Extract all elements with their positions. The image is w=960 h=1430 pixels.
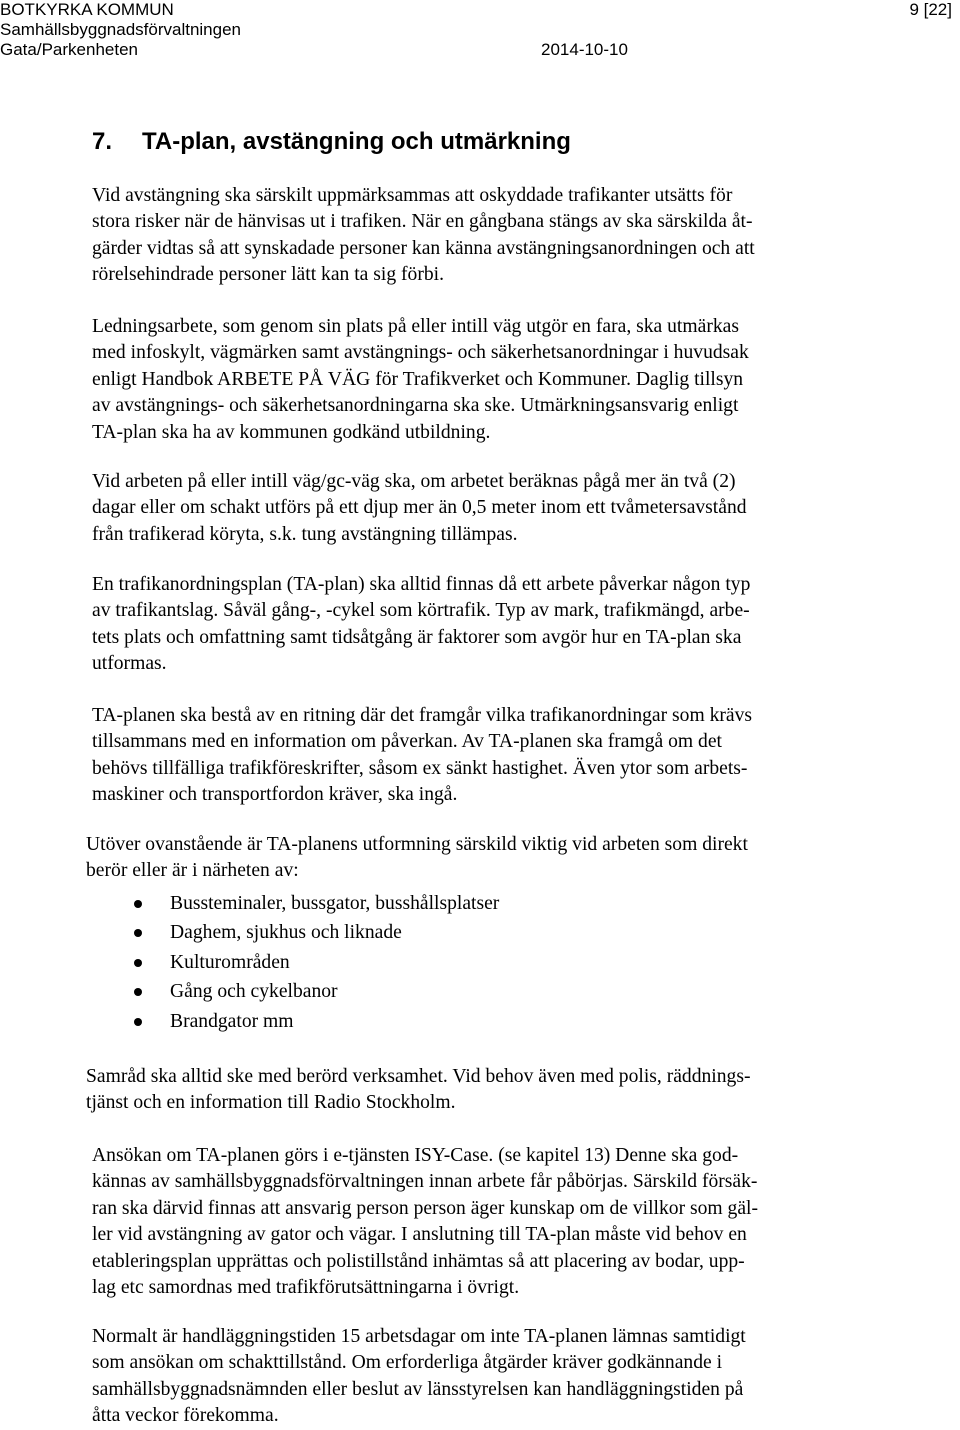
bullet-list (132, 889, 499, 1036)
section-number: 7. (92, 128, 113, 155)
bullet-icon (134, 988, 142, 996)
paragraph-6: Utöver ovanstående är TA-planens utformning särskild viktig vid arbeten som direkt berör eller är i närheten av: (86, 834, 748, 882)
list-item (132, 977, 499, 1006)
page-number: 9 [22] (909, 0, 952, 19)
bullet-icon (134, 1018, 142, 1026)
paragraph-3: Vid arbeten på eller intill väg/gc-väg ska, om arbetet beräknas pågå mer än två (2) dagar eller om schakt utförs på ett djup mer än 0,5 meter inom ett tvåmetersavstånd från trafikerad köryta, s.k. tung avstängning tillämpas. (92, 471, 747, 545)
paragraph-9: Normalt är handläggningstiden 15 arbetsdagar om inte TA-planen lämnas samtidigt som ansökan om schakttillstånd. Om erforderliga åtgärder kräver godkännande i samhällsbyggnadsnämnden eller beslut av länsstyrelsen kan handläggningstiden på åtta veckor förekomma. (92, 1326, 746, 1427)
paragraph-8: Ansökan om TA-planen görs i e-tjänsten ISY-Case. (se kapitel 13) Denne ska god- kännas av samhällsbyggnadsförvaltningen innan arbete får påbörjas. Särskild försäk- ran ska därvid finnas att ansvarig person person äger kunskap om de villkor som gäl- ler vid avstängning av gator och vägar. I anslutning till TA-plan måste vid behov en etableringsplan upprättas och polistillstånd inhämtas så att placering av bodar, upp- lag etc samordnas med trafikförutsättningarna i övrigt. (92, 1145, 759, 1299)
header-organization: BOTKYRKA KOMMUN (0, 0, 174, 19)
paragraph-5: TA-planen ska bestå av en ritning där det framgår vilka trafikanordningar som krävs tillsammans med en information om påverkan. Av TA-planen ska framgå om det behövs tillfälliga trafikföreskrifter, såsom ex sänkt hastighet. Även ytor som arbets- maskiner och transportfordon kräver, ska ingå. (92, 705, 753, 806)
list-item-text: Gång och cykelbanor (170, 981, 338, 1003)
list-item-text: Kulturområden (170, 951, 290, 973)
list-item (132, 889, 499, 918)
paragraph-2: Ledningsarbete, som genom sin plats på eller intill väg utgör en fara, ska utmärkas med infoskylt, vägmärken samt avstängnings- och säkerhetsanordningar i huvudsak enligt Handbok ARBETE PÅ VÄG för Trafikverket och Kommuner. Daglig tillsyn av avstängnings- och säkerhetsanordningarna ska ske. Utmärkningsansvarig enligt TA-plan ska ha av kommunen godkänd utbildning. (92, 316, 749, 443)
list-item (132, 918, 499, 947)
bullet-icon (134, 959, 142, 967)
list-item-text: Bussteminaler, bussgator, busshållsplatser (170, 893, 500, 914)
section-title: TA-plan, avstängning och utmärkning (142, 128, 571, 155)
list-item-text: Daghem, sjukhus och liknade (170, 922, 402, 944)
bullet-icon (134, 929, 142, 937)
paragraph-4: En trafikanordningsplan (TA-plan) ska alltid finnas då ett arbete påverkar någon typ av trafikantslag. Såväl gång-, -cykel som körtrafik. Typ av mark, trafikmängd, arbe- tets plats och omfattning samt tidsåtgång är faktorer som avgör hur en TA-plan ska utformas. (92, 574, 751, 675)
bullet-icon (134, 900, 142, 908)
header-date: 2014-10-10 (541, 40, 628, 59)
list-item (132, 948, 499, 977)
section-heading (92, 128, 571, 156)
paragraph-7: Samråd ska alltid ske med berörd verksamhet. Vid behov även med polis, räddnings- tjänst och en information till Radio Stockholm. (86, 1066, 751, 1114)
header-unit: Gata/Parkenheten (0, 40, 138, 59)
paragraph-1: Vid avstängning ska särskilt uppmärksammas att oskyddade trafikanter utsätts för stora risker när de hänvisas ut i trafiken. När en gångbana stängs av ska särskilda åt- gärder vidtas så att synskadade personer kan känna avstängningsanordningen och att rörelsehindrade personer lätt kan ta sig förbi. (92, 185, 755, 286)
header-department: Samhällsbyggnadsförvaltningen (0, 20, 241, 39)
list-item-text: Brandgator mm (170, 1010, 294, 1032)
list-item (132, 1007, 499, 1036)
